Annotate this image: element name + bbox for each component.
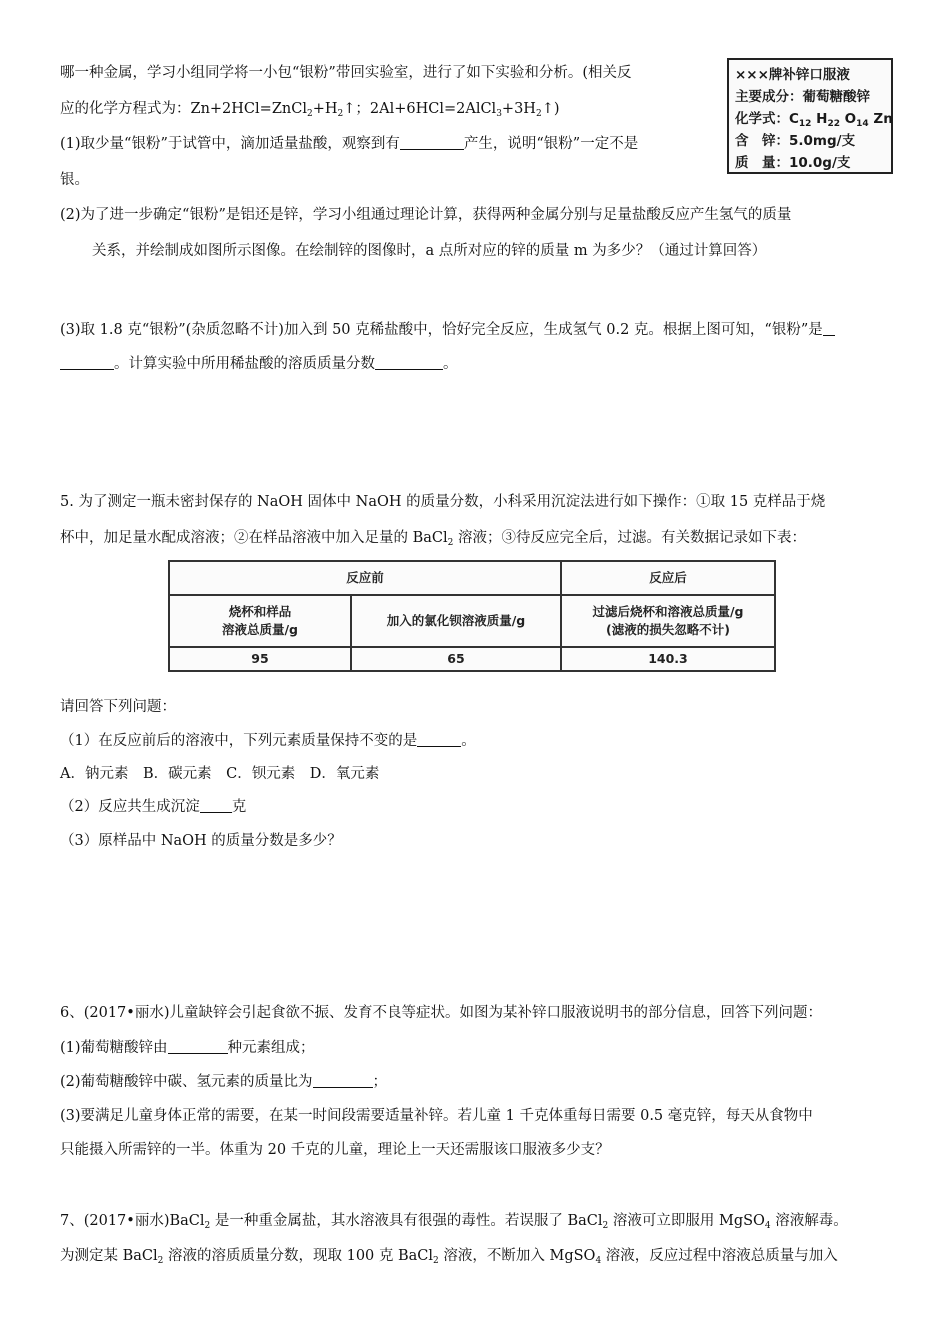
table-col3-header-b: (滤液的损失忽略不计) [606,622,730,637]
q5-sub2-post: 克 [231,799,247,815]
q5-sub1-end: 。 [461,733,476,749]
q6-part2-post: ； [372,1074,388,1090]
q7-line2-end: 溶液，反应过程中溶液总质量与加入 [601,1248,838,1264]
label-formula-sub-h: 22 [827,119,840,129]
q5-sub2-blank[interactable] [200,798,232,813]
q6-part1-blank[interactable] [168,1039,228,1054]
q4-eq-part5: ↑) [541,101,560,117]
q4-intro-line1: 哪一种金属，学习小组同学将一小包“银粉”带回实验室，进行了如下实验和分析。(相关反 [60,65,632,81]
q5-line2-post: 溶液；③待反应完全后，过滤。有关数据记录如下表： [453,530,806,546]
q5-line2 [60,528,806,548]
table-cell-value-1: 95 [169,647,351,671]
label-mass: 质 量：10.0g/支 [735,155,851,171]
q6-line1: 6、(2017•丽水)儿童缺锌会引起食欲不振、发育不良等症状。如图为某补锌口服液说明书的部分信息，回答下列问题： [60,1005,822,1021]
q4-eq-sub4: 2 [535,109,542,119]
table-cell-value-2: 65 [351,647,561,671]
q7-line1-mid2: 溶液可立即服用 MgSO [608,1213,765,1229]
q4-part3-blank-b[interactable] [60,355,114,370]
q4-part3-blank-c[interactable] [375,355,443,370]
label-ingredient: 主要成分：葡萄糖酸锌 [735,89,870,105]
q6-part2 [60,1072,387,1092]
q6-part1 [60,1038,315,1058]
q6-part2-text: (2)葡萄糖酸锌中碳、氢元素的质量比为 [60,1074,313,1090]
q6-part2-blank[interactable] [313,1073,373,1088]
q7-line2-sub3: 4 [595,1256,602,1266]
q4-equation-line [60,99,560,119]
q4-eq-sub2: 2 [337,109,344,119]
label-formula-h: H [811,111,828,127]
q6-part3-line1: (3)要满足儿童身体正常的需要，在某一时间段需要适量补锌。若儿童 1 千克体重每日需要 0.5 毫克锌，每天从食物中 [60,1108,813,1124]
q7-line1-sub1: 2 [204,1221,211,1231]
q4-part3-text-post: 。计算实验中所用稀盐酸的溶质质量分数 [114,356,375,372]
label-formula [735,108,893,130]
q7-line2-mid2: 溶液，不断加入 MgSO [438,1248,596,1264]
label-zinc-content: 含 锌：5.0mg/支 [735,133,856,149]
q4-part3-line2 [60,354,458,374]
q4-eq-sub3: 3 [496,109,502,119]
q7-line1-sub2: 2 [602,1221,609,1231]
q7-line2-mid: 溶液的溶质质量分数，现取 100 克 BaCl [163,1248,434,1264]
q4-eq-part3: ↑；2Al+6HCl=2AlCl [343,101,497,117]
table-col2-header: 加入的氯化钡溶液质量/g [351,595,561,647]
q5-line2-pre: 杯中，加足量水配成溶液；②在样品溶液中加入足量的 BaCl [60,530,448,546]
q5-sub1 [60,731,476,751]
q5-data-table [168,560,776,672]
table-header-after: 反应后 [561,561,775,595]
zinc-label-image [727,58,893,174]
q7-line1-sub3: 4 [764,1221,771,1231]
q7-line2 [60,1246,838,1266]
table-col1-header-b: 溶液总质量/g [221,622,298,637]
q4-eq-part4: +3H [501,101,536,117]
label-brand: ×××牌补锌口服液 [735,67,850,83]
q5-line1: 5. 为了测定一瓶未密封保存的 NaOH 固体中 NaOH 的质量分数，小科采用沉淀法进行如下操作：①取 15 克样品于烧 [60,494,826,510]
table-col3-header-a: 过滤后烧杯和溶液总质量/g [592,604,744,619]
q6-part1-post: 种元素组成； [227,1040,315,1056]
label-formula-sub-o: 14 [856,119,869,129]
q4-part1-line2: 银。 [60,172,89,188]
q5-sub3: （3）原样品中 NaOH 的质量分数是多少？ [60,833,342,849]
q4-part1-line1 [60,134,638,154]
table-header-before: 反应前 [169,561,561,595]
q6-part3-line2: 只能摄入所需锌的一半。体重为 20 千克的儿童，理论上一天还需服该口服液多少支？ [60,1142,610,1158]
q4-eq-part1: 应的化学方程式为：Zn+2HCl=ZnCl [60,101,307,117]
label-formula-zn: Zn [868,111,893,127]
q4-part3-text-end: 。 [443,356,458,372]
q7-line1-mid: 是一种重金属盐，其水溶液具有很强的毒性。若误服了 BaCl [210,1213,603,1229]
q5-data-table-image [168,560,776,670]
q5-ask: 请回答下列问题： [60,699,176,715]
q7-line1-pre: 7、(2017•丽水)BaCl [60,1213,205,1229]
table-col1-header-a: 烧杯和样品 [228,604,292,619]
q4-part2-line2: 关系，并绘制成如图所示图像。在绘制锌的图像时，a 点所对应的锌的质量 m 为多少？（通过计算回答） [92,243,767,259]
q7-line2-pre: 为测定某 BaCl [60,1248,158,1264]
q5-sub2-text: （2）反应共生成沉淀 [60,799,200,815]
label-formula-o: O [839,111,857,127]
q7-line1 [60,1211,848,1231]
q6-part1-text: (1)葡萄糖酸锌由 [60,1040,168,1056]
q7-line1-end: 溶液解毒。 [770,1213,848,1229]
label-formula-c: 化学式：C [735,111,799,127]
q4-eq-sub1: 2 [306,109,313,119]
q4-part3-line1 [60,320,835,340]
q4-part3-blank-a[interactable] [823,321,835,336]
q4-eq-part2: +H [312,101,338,117]
q4-part1-text: (1)取少量“银粉”于试管中，滴加适量盐酸，观察到有 [60,136,400,152]
q4-part2-line1: (2)为了进一步确定“银粉”是铝还是锌，学习小组通过理论计算，获得两种金属分别与足量盐酸反应产生氢气的质量 [60,207,792,223]
q5-sub1-blank[interactable] [417,732,461,747]
q4-part1-text-post: 产生，说明“银粉”一定不是 [463,136,639,152]
q4-part1-blank[interactable] [400,135,464,150]
q5-options: A．钠元素 B．碳元素 C．钡元素 D．氧元素 [60,766,380,782]
q7-line2-sub1: 2 [157,1256,164,1266]
q5-line2-sub: 2 [447,538,454,548]
table-cell-value-3: 140.3 [561,647,775,671]
q4-part3-text: (3)取 1.8 克“银粉”(杂质忽略不计)加入到 50 克稀盐酸中，恰好完全反应，生成氢气 0.2 克。根据上图可知，“银粉”是 [60,322,823,338]
table-col1-header [169,595,351,647]
table-col3-header [561,595,775,647]
q5-sub1-text: （1）在反应前后的溶液中，下列元素质量保持不变的是 [60,733,418,749]
label-formula-sub-c: 12 [798,119,812,129]
q5-sub2 [60,797,246,817]
q7-line2-sub2: 2 [433,1256,439,1266]
